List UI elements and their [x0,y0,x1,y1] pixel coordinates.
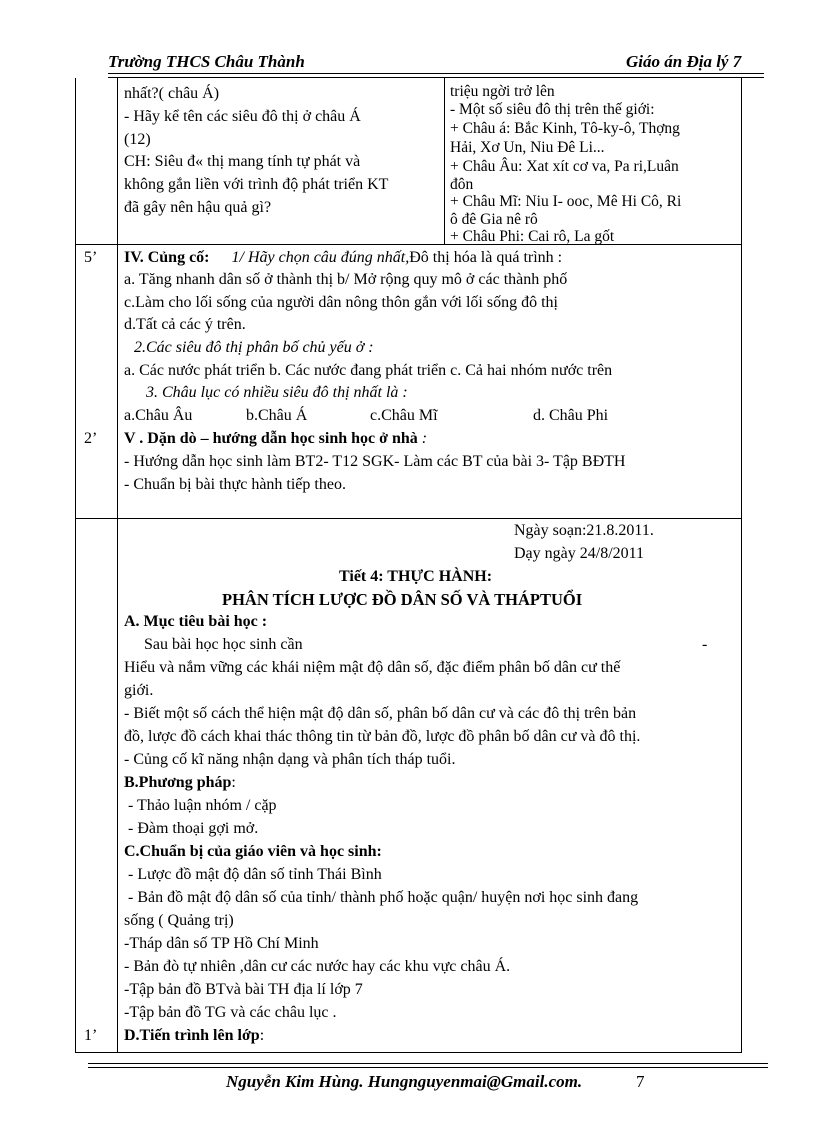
table-left-border [75,78,76,1053]
top-left-line-4: CH: Siêu đ« thị mang tính tự phát và [124,153,361,170]
question-3-option-b: b.Châu Á [246,407,308,424]
top-right-line-4: Hải, Xơ Un, Niu Đê Li... [450,139,605,156]
table-bottom-border [75,1052,742,1053]
top-left-line-2: - Hãy kể tên các siêu đô thị ở châu Á [124,108,361,125]
question-1-options-ab: a. Tăng nhanh dân số ở thành thị b/ Mở rộng quy mô ở các thành phố [124,271,568,288]
question-1-rest: Đô thị hóa là quá trình : [409,249,563,266]
table-right-border [741,78,742,1053]
question-2-prompt: 2.Các siêu đô thị phân bố chủ yếu ở : [134,339,374,356]
question-1-option-d: d.Tất cả các ý trên. [124,316,246,333]
objective-1: Hiểu và nắm vững các khái niệm mật độ dân số, đặc điểm phân bố dân cư thế [124,659,621,676]
subject-title: Giáo án Địa lý 7 [626,52,742,71]
time-2min: 2’ [84,430,98,447]
row-separator-2 [75,518,742,519]
question-3-prompt: 3. Châu lục có nhiều siêu đô thị nhất là : [146,384,408,401]
time-1min: 1’ [84,1027,98,1044]
top-right-line-2: - Một số siêu đô thị trên thế giới: [450,101,655,118]
question-3-option-d: d. Châu Phi [533,407,609,424]
row-separator [75,244,742,245]
section-a-title: A. Mục tiêu bài học : [124,613,268,630]
question-3-option-c: c.Châu Mĩ [370,407,438,424]
header-rule-2 [108,77,764,78]
footer-author: Nguyễn Kim Hùng. Hungnguyenmai@Gmail.com. [226,1072,583,1091]
objective-dash: - [702,636,708,653]
method-2: - Đàm thoại gợi mở. [128,820,259,837]
top-left-line-3: (12) [124,131,151,148]
top-right-line-5: + Châu Âu: Xat xít cơ va, Pa ri,Luân [450,158,679,175]
prep-4: - Bản đò tự nhiên ,dân cư các nước hay các khu vực châu Á. [124,958,511,975]
time-5min: 5’ [84,249,98,266]
objective-intro: Sau bài học học sinh cần [144,636,303,653]
section-b-title: B.Phương pháp [124,774,232,791]
inner-col-divider [444,78,445,244]
top-right-line-9: + Châu Phi: Cai rô, La gốt [450,228,615,245]
homework-item-1: - Hướng dẫn học sinh làm BT2- T12 SGK- Làm các BT của bài 3- Tập BĐTH [124,453,626,470]
question-3-option-a: a.Châu Âu [124,407,193,424]
school-name: Trường THCS Châu Thành [108,52,305,71]
consolidation-title: IV. Củng cố: [124,249,210,266]
lesson-title-1: Tiết 4: THỰC HÀNH: [339,568,493,585]
section-d-colon: : [259,1027,265,1044]
prep-6: -Tập bản đồ TG và các châu lục . [124,1004,337,1021]
top-right-line-8: ô đê Gia nê rô [450,211,538,228]
prep-5: -Tập bản đồ BTvà bài TH địa lí lớp 7 [124,981,363,998]
section-c-title: C.Chuẩn bị của giáo viên và học sinh: [124,843,382,860]
top-right-line-6: đôn [450,176,474,193]
objective-1-cont: giới. [124,682,154,699]
objective-2-cont: đồ, lược đồ cách khai thác thông tin từ bản đồ, lược đồ phân bố dân cư và đô thị. [124,728,641,745]
method-1: - Thảo luận nhóm / cặp [128,797,277,814]
page-number: 7 [636,1072,645,1091]
section-d-title: D.Tiến trình lên lớp [124,1027,260,1044]
date-prepared: Ngày soạn:21.8.2011. [514,522,654,539]
header-rule [108,73,764,74]
top-right-line-1: triệu ngời trở lên [450,83,555,100]
table-col-divider [117,78,118,1053]
prep-3: -Tháp dân số TP Hồ Chí Minh [124,935,319,952]
objective-3: - Củng cố kĩ năng nhận dạng và phân tích tháp tuổi. [124,751,456,768]
footer-rule-2 [88,1067,768,1068]
lesson-title-2: PHÂN TÍCH LƯỢC ĐỒ DÂN SỐ VÀ THÁPTUỔI [222,590,583,609]
top-left-line-6: đã gây nên hậu quả gì? [124,199,272,216]
prep-2: - Bản đồ mật độ dân số của tỉnh/ thành phố hoặc quận/ huyện nơi học sinh đang [128,889,639,906]
question-1-prompt: 1/ Hãy chọn câu đúng nhất, [231,249,410,266]
homework-colon: : [421,430,428,447]
top-left-line-5: không gắn liền với trình độ phát triển KT [124,176,389,193]
section-b-colon: : [231,774,236,791]
homework-item-2: - Chuẩn bị bài thực hành tiếp theo. [124,476,346,493]
footer-rule [88,1063,768,1064]
top-right-line-7: + Châu Mĩ: Niu I- ooc, Mê Hi Cô, Ri [450,193,682,210]
date-taught: Dạy ngày 24/8/2011 [514,545,645,562]
prep-2-cont: sống ( Quảng trị) [124,912,234,929]
objective-2: - Biết một số cách thể hiện mật độ dân số, phân bố dân cư và các đô thị trên bản [124,705,637,722]
homework-title: V . Dặn dò – hướng dẫn học sinh học ở nhà [124,430,418,447]
question-1-option-c: c.Làm cho lối sống của người dân nông thôn gắn với lối sống đô thị [124,294,558,311]
top-right-line-3: + Châu á: Bắc Kinh, Tô-ky-ô, Thợng [450,120,680,137]
question-2-options: a. Các nước phát triển b. Các nước đang phát triển c. Cả hai nhóm nước trên [124,362,613,379]
top-left-line-1: nhất?( châu Á) [124,85,220,102]
prep-1: - Lược đồ mật độ dân số tỉnh Thái Bình [128,866,382,883]
